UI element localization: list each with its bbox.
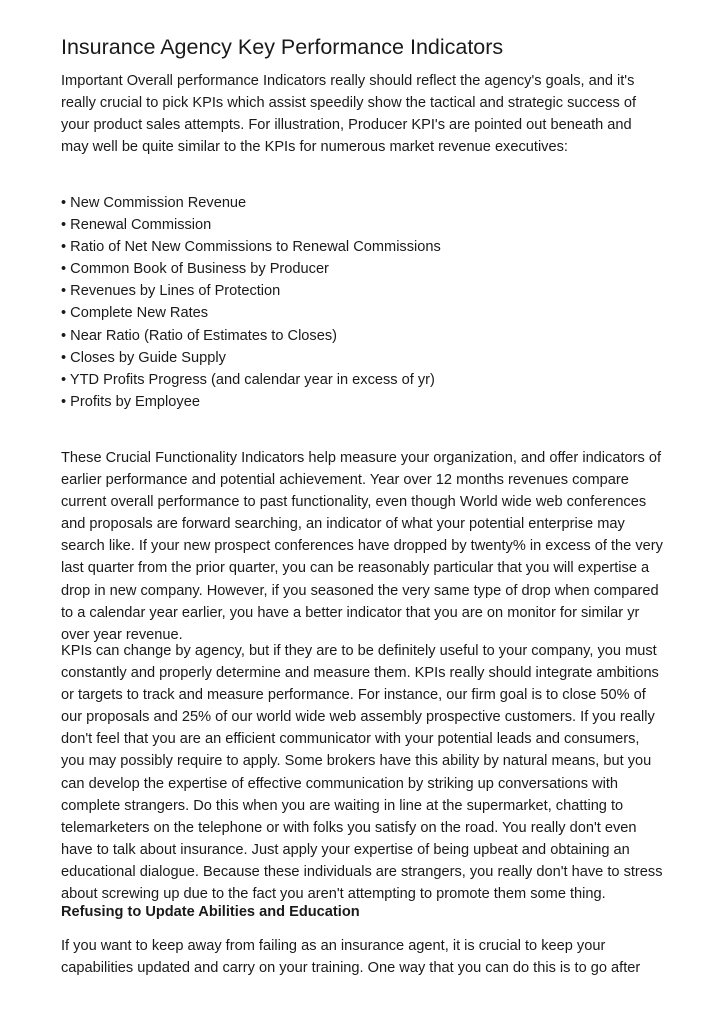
paragraph-line: KPIs can change by agency, but if they are to be definitely useful to your company, you must (61, 643, 657, 659)
paragraph-line: you may possibly require to apply. Some brokers have this ability by natural means, but you (61, 753, 652, 770)
paragraph-line: last quarter from the prior quarter, you can be reasonably particular that you will expertise a (61, 560, 650, 577)
paragraph-line: may well be quite similar to the KPIs for numerous market revenue executives: (61, 139, 568, 156)
paragraph-line: and proposals are forward searching, an indicator of what your potential enterprise may (61, 516, 625, 533)
paragraph-line: capabilities updated and carry on your training. One way that you can do this is to go after (61, 960, 641, 977)
paragraph-line: or targets to track and measure performance. For instance, our firm goal is to close 50% of (61, 687, 646, 704)
paragraph-line: earlier performance and potential achievement. Year over 12 months revenues compare (61, 472, 629, 489)
kpi-bullet-list (61, 192, 441, 413)
list-item: • Closes by Guide Supply (61, 349, 226, 366)
paragraph-line: current overall performance to past functionality, even though World wide web conferences (61, 494, 647, 511)
paragraph-line: complete strangers. Do this when you are waiting in line at the supermarket, chatting to (61, 797, 624, 814)
paragraph-line: your product sales attempts. For illustration, Producer KPI's are pointed out beneath and (61, 117, 632, 134)
document-title: Insurance Agency Key Performance Indicators (61, 35, 504, 59)
paragraph-line: have to talk about insurance. Just apply your expertise of being upbeat and obtaining an (61, 841, 630, 858)
kpi-agency-paragraph (61, 640, 673, 905)
list-item: • Near Ratio (Ratio of Estimates to Closes) (61, 327, 337, 344)
intro-paragraph (61, 70, 673, 158)
paragraph-line: search like. If your new prospect conferences have dropped by twenty% in excess of the very (61, 538, 663, 555)
paragraph-line: our proposals and 25% of our world wide web assembly prospective customers. If you really (61, 709, 655, 726)
paragraph-line: educational dialogue. Because these individuals are strangers, you really don't have to stress (61, 863, 663, 880)
list-item: • Complete New Rates (61, 305, 209, 322)
paragraph-line: over year revenue. (61, 626, 183, 643)
training-paragraph (61, 935, 673, 979)
paragraph-line: drop in new company. However, if you seasoned the very same type of drop when compared (61, 582, 659, 599)
list-item: • Ratio of Net New Commissions to Renewal Commissions (61, 239, 441, 256)
list-item: • Renewal Commission (61, 217, 212, 234)
list-item: • Profits by Employee (61, 393, 200, 410)
paragraph-line: to a calendar year earlier, you have a better indicator that you are on monitor for similar yr (61, 604, 640, 621)
section-heading: Refusing to Update Abilities and Education (61, 904, 360, 920)
paragraph-line: really crucial to pick KPIs which assist speedily show the tactical and strategic success of (61, 95, 637, 112)
paragraph-line: telemarketers on the telephone or with folks you satisfy on the road. You really don't even (61, 819, 637, 836)
paragraph-line: about screwing up due to the fact you aren't attempting to promote them some thing. (61, 886, 606, 903)
paragraph-line: don't feel that you are an efficient communicator with your potential leads and consumers, (61, 731, 640, 748)
list-item: • Common Book of Business by Producer (61, 261, 329, 278)
paragraph-line: Important Overall performance Indicators really should reflect the agency's goals, and it's (61, 73, 635, 89)
paragraph-line: These Crucial Functionality Indicators help measure your organization, and offer indicators of (61, 450, 662, 466)
paragraph-line: constantly and properly determine and measure them. KPIs really should integrate ambitions (61, 665, 659, 682)
kpi-explanation-paragraph (61, 447, 673, 646)
list-item: • Revenues by Lines of Protection (61, 283, 281, 300)
paragraph-line: If you want to keep away from failing as an insurance agent, it is crucial to keep your (61, 938, 606, 954)
paragraph-line: can develop the expertise of effective communication by striking up conversations with (61, 775, 619, 792)
list-item: • YTD Profits Progress (and calendar year in excess of yr) (61, 371, 435, 388)
list-item: • New Commission Revenue (61, 195, 247, 211)
